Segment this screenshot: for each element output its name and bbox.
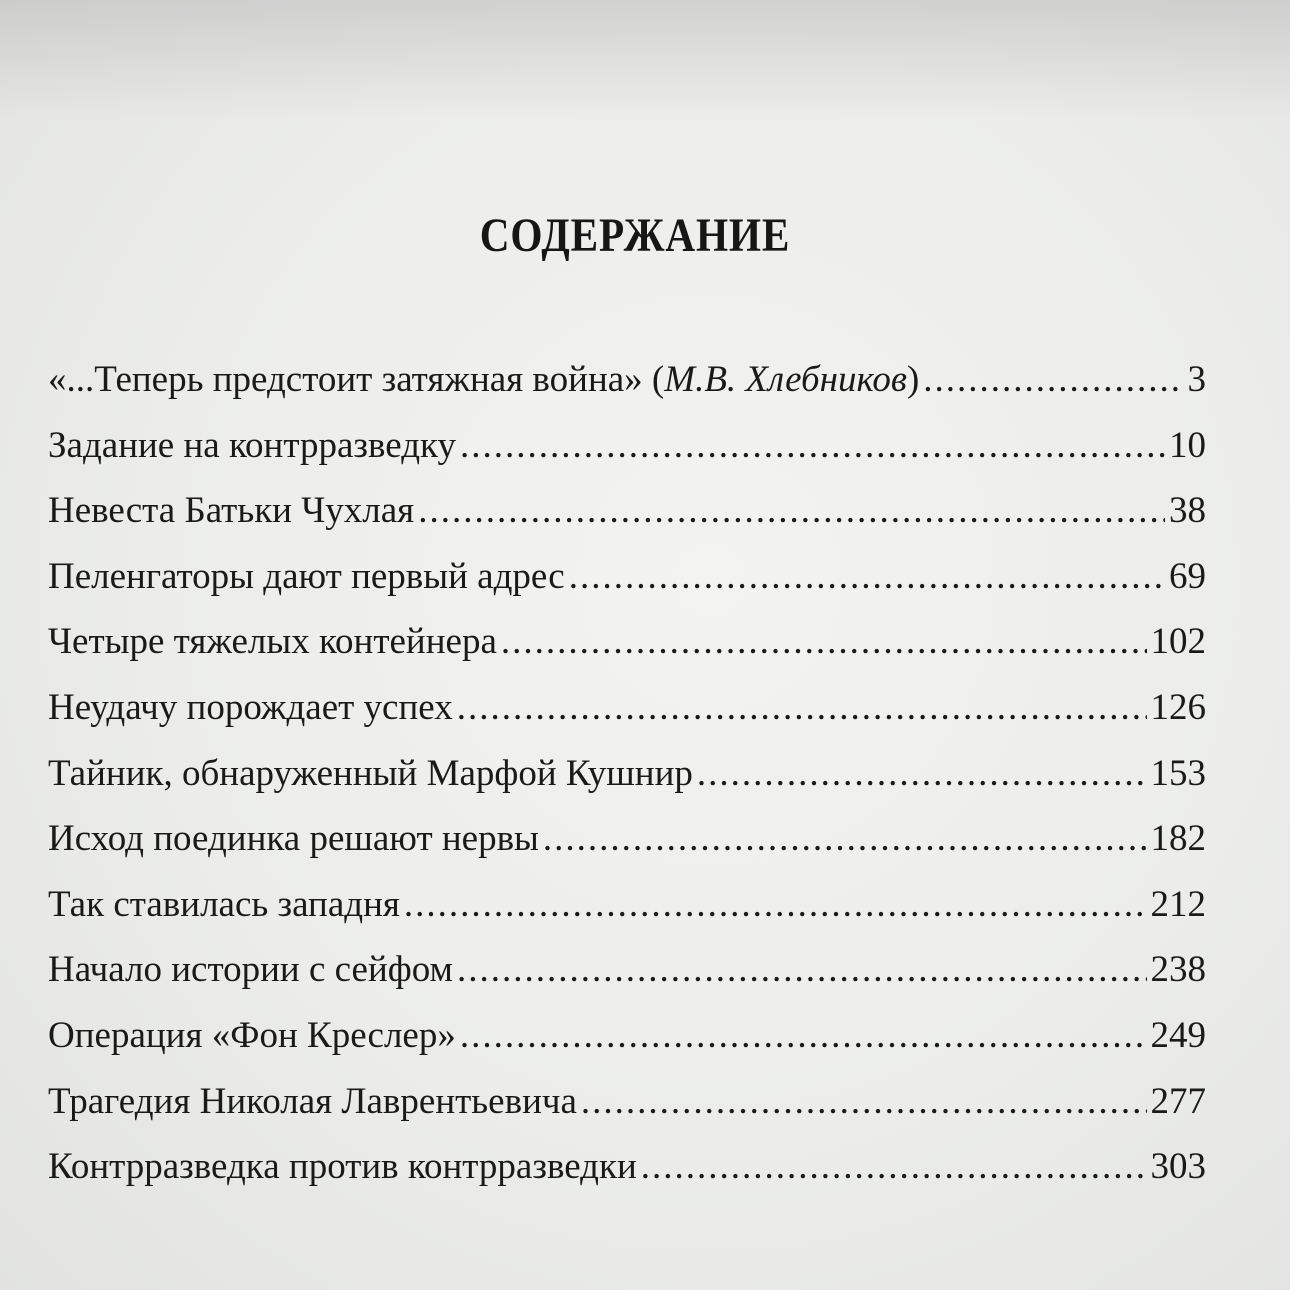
toc-page-number: 277	[1150, 1080, 1206, 1122]
toc-entry-title: Задание на контрразведку	[48, 424, 456, 466]
toc-entry-title: Невеста Батьки Чухлая	[48, 490, 415, 532]
toc-page-number: 238	[1150, 949, 1206, 991]
toc-entry	[48, 358, 1206, 424]
toc-leader-dots	[460, 424, 1165, 467]
toc-entry	[48, 620, 1206, 686]
toc-leader-dots	[418, 489, 1165, 532]
toc-leader-dots	[501, 620, 1147, 663]
toc-page-number: 249	[1150, 1014, 1206, 1056]
toc-entry-title: Неудачу порождает успех	[48, 686, 453, 728]
toc-page-number: 126	[1150, 686, 1206, 728]
toc-entry	[48, 555, 1206, 621]
toc-entry-title: Исход поединка решают нервы	[48, 818, 539, 860]
toc-leader-dots	[457, 948, 1147, 991]
page-shadow	[0, 0, 1290, 120]
toc-page-number: 303	[1150, 1146, 1206, 1188]
toc-entry	[48, 686, 1206, 752]
toc-entry-title: Четыре тяжелых контейнера	[48, 621, 497, 663]
toc-entry	[48, 1014, 1206, 1080]
toc-entry	[48, 1080, 1206, 1146]
toc-page-number: 38	[1169, 490, 1206, 532]
toc-page-number: 102	[1150, 621, 1206, 663]
toc-leader-dots	[569, 555, 1165, 598]
toc-entry-title: «...Теперь предстоит затяжная война» (М.В. Хлебников)	[48, 359, 920, 400]
toc-entry	[48, 424, 1206, 490]
page-title: СОДЕРЖАНИЕ	[479, 209, 791, 262]
toc-entry	[48, 489, 1206, 555]
toc-page-number: 3	[1187, 359, 1206, 400]
toc-leader-dots	[404, 883, 1147, 926]
toc-entry	[48, 752, 1206, 818]
toc-entry-title: Операция «Фон Креслер»	[48, 1014, 456, 1056]
toc-page-number: 212	[1150, 883, 1206, 925]
toc-entry-title: Так ставилась западня	[48, 883, 400, 925]
toc-entry-title: Начало истории с сейфом	[48, 949, 453, 991]
table-of-contents	[48, 358, 1206, 1211]
toc-entry	[48, 817, 1206, 883]
toc-page-number: 10	[1169, 424, 1206, 466]
toc-entry	[48, 948, 1206, 1014]
toc-leader-dots	[543, 817, 1147, 860]
toc-entry	[48, 1145, 1206, 1211]
toc-leader-dots	[641, 1145, 1147, 1188]
toc-entry-title: Трагедия Николая Лаврентьевича	[48, 1080, 577, 1122]
toc-entry-title: Тайник, обнаруженный Марфой Кушнир	[48, 752, 693, 794]
toc-leader-dots	[581, 1080, 1147, 1123]
toc-leader-dots	[697, 752, 1147, 795]
toc-page-number: 182	[1150, 818, 1206, 860]
toc-leader-dots	[923, 358, 1183, 401]
toc-leader-dots	[457, 686, 1147, 729]
toc-leader-dots	[460, 1014, 1147, 1057]
toc-entry	[48, 883, 1206, 949]
toc-page-number: 153	[1150, 752, 1206, 794]
toc-entry-title: Контрразведка против контрразведки	[48, 1146, 637, 1188]
toc-entry-title: Пеленгаторы дают первый адрес	[48, 555, 565, 597]
toc-page-number: 69	[1169, 555, 1206, 597]
